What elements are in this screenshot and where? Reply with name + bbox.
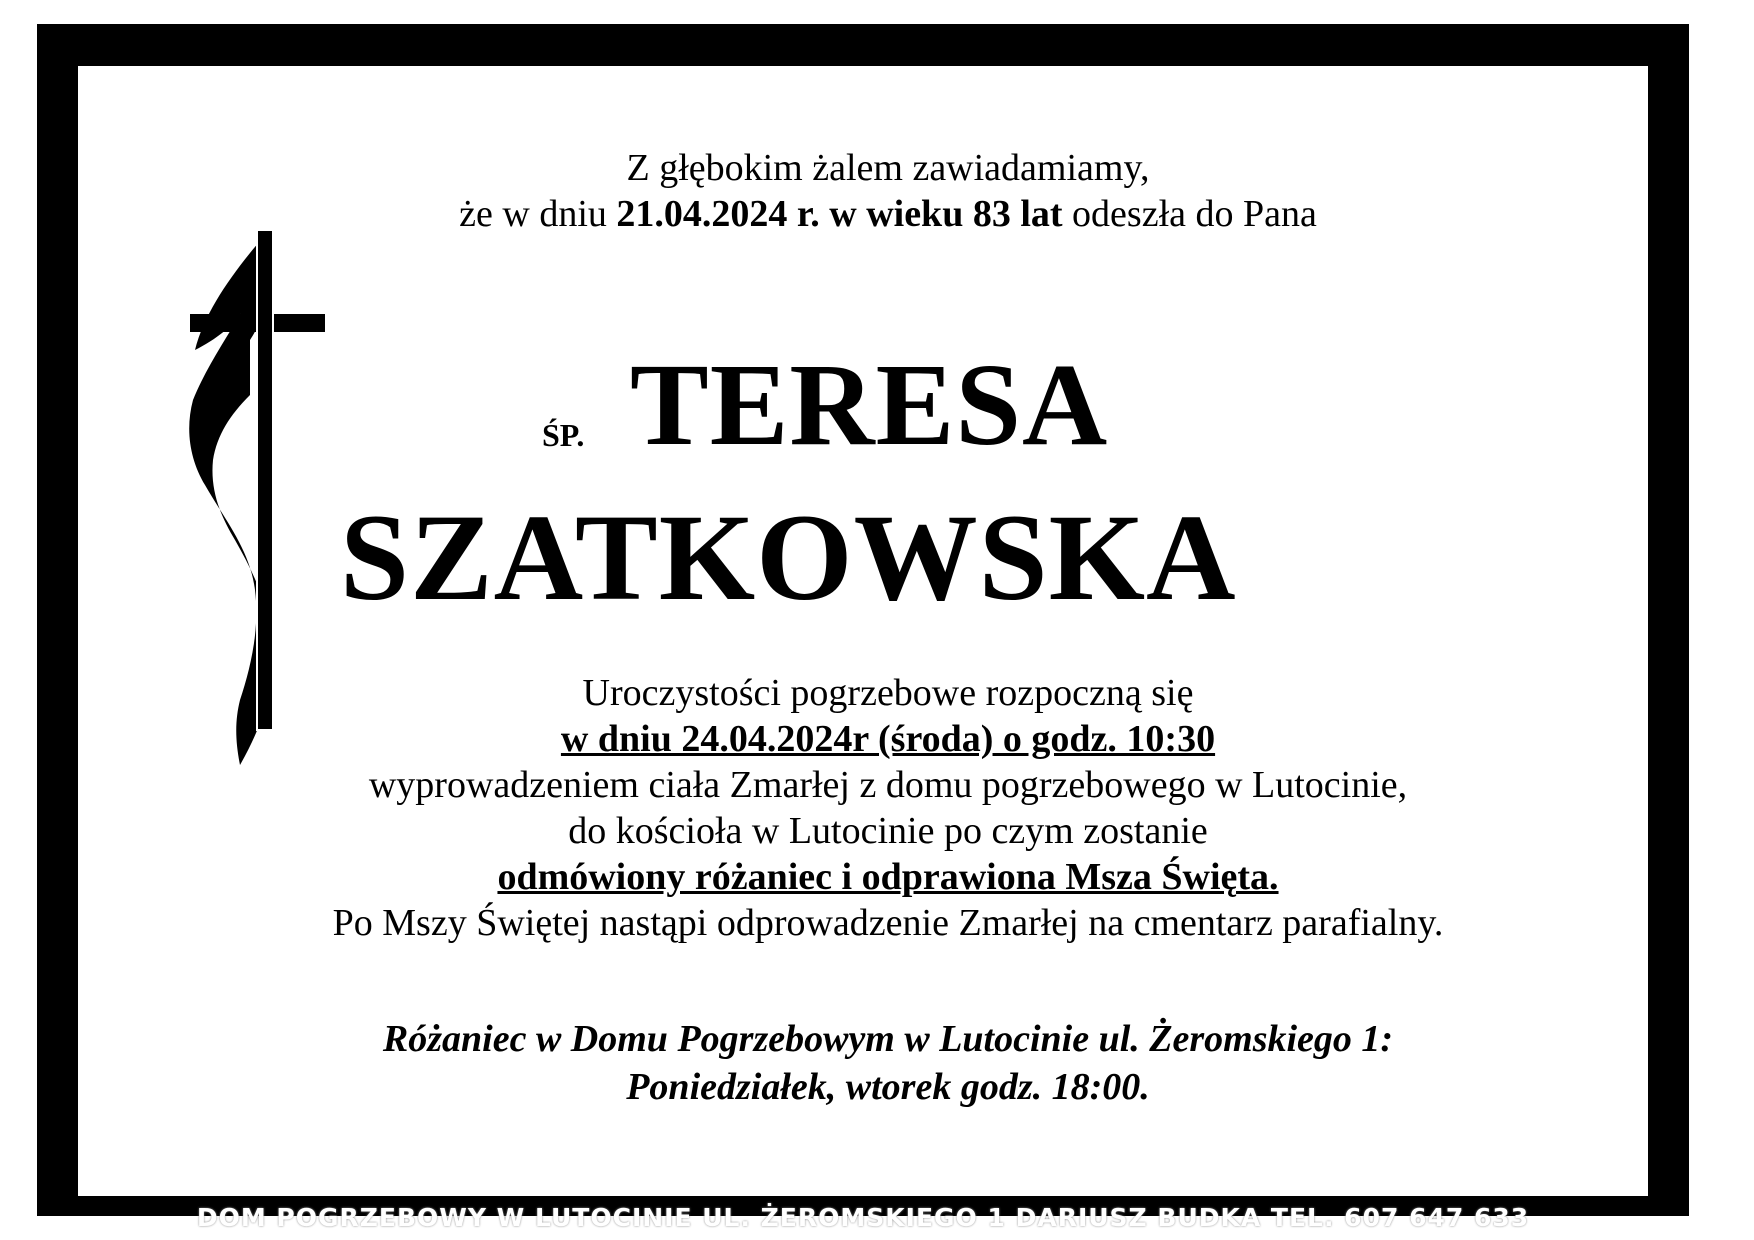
ceremony-line-4: do kościoła w Lutocinie po czym zostanie: [568, 810, 1208, 852]
rosary-line-2: Poniedziałek, wtorek godz. 18:00.: [626, 1066, 1150, 1108]
ceremony-details: [178, 670, 1598, 946]
ceremony-mass: odmówiony różaniec i odprawiona Msza Święta.: [497, 856, 1279, 898]
deceased-first-name: TERESA: [630, 339, 1109, 470]
rosary-info: [178, 1015, 1598, 1111]
funeral-home-footer: DOM POGRZEBOWY W LUTOCINIE UL. ŻEROMSKIEGO 1 DARIUSZ BUDKA TEL. 607 647 633: [196, 1203, 1530, 1232]
intro-line-2-prefix: że w dniu: [459, 193, 617, 235]
death-date-age: 21.04.2024 r. w wieku 83 lat: [616, 193, 1063, 235]
ceremony-line-3: wyprowadzeniem ciała Zmarłej z domu pogrzebowego w Lutocinie,: [368, 764, 1408, 806]
rosary-line-1: Różaniec w Domu Pogrzebowym w Lutocinie ul. Żeromskiego 1:: [382, 1018, 1394, 1060]
intro-line-2-suffix: odeszła do Pana: [1062, 193, 1317, 235]
intro-text: [178, 145, 1598, 237]
ceremony-line-1: Uroczystości pogrzebowe rozpoczną się: [582, 672, 1194, 714]
intro-line-2: [178, 191, 1598, 237]
deceased-surname: SZATKOWSKA: [340, 489, 1237, 626]
ceremony-date-time: w dniu 24.04.2024r (środa) o godz. 10:30: [560, 718, 1216, 760]
intro-line-1: Z głębokim żalem zawiadamiamy,: [626, 147, 1150, 189]
honorific: ŚP.: [542, 417, 585, 453]
ceremony-line-6: Po Mszy Świętej nastąpi odprowadzenie Zmarłej na cmentarz parafialny.: [332, 902, 1444, 944]
